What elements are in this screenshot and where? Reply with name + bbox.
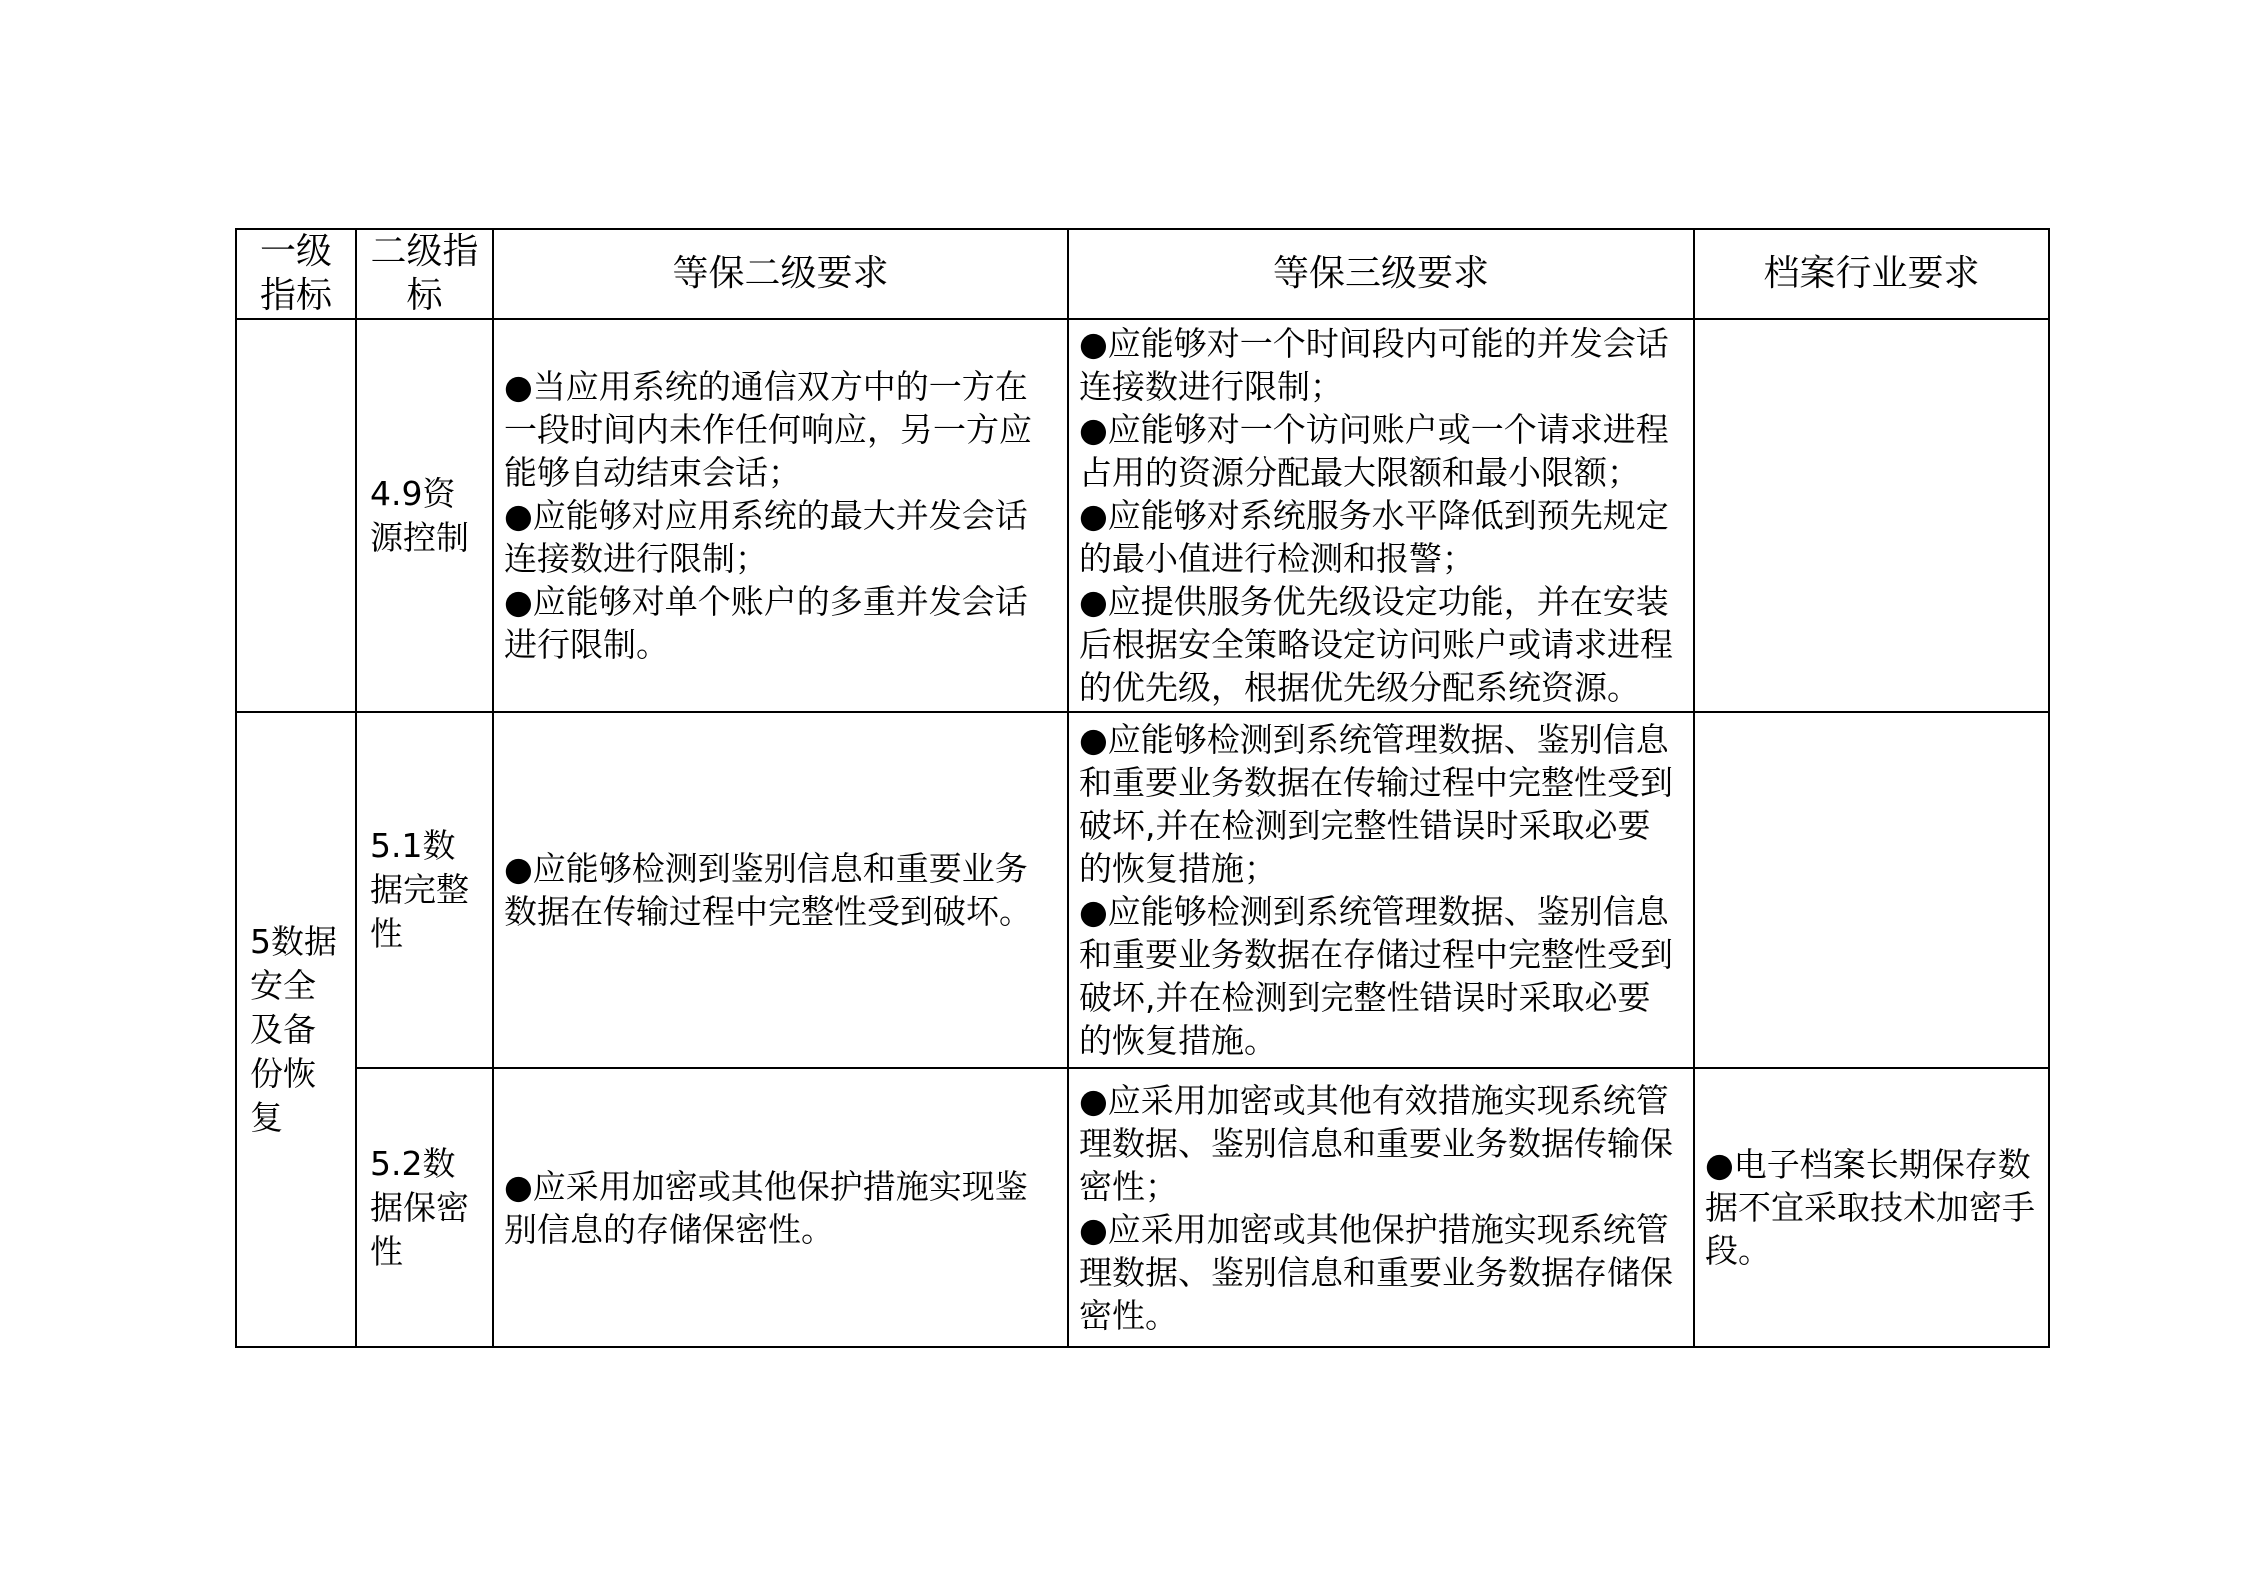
header-grade3-requirements: 等保三级要求 [1068, 229, 1694, 319]
requirement-bullet: ●应能够对应用系统的最大并发会话连接数进行限制； [504, 496, 1028, 578]
header-level2-indicator: 二级指标 [356, 229, 493, 319]
table-row-resource-control [236, 319, 2049, 712]
requirement-bullet: ●应提供服务优先级设定功能，并在安装后根据安全策略设定访问账户或请求进程的优先级，根据优先级分配系统资源。 [1079, 582, 1673, 707]
grade2-requirements-cell [493, 1068, 1068, 1347]
requirement-bullet: ●电子档案长期保存数据不宜采取技术加密手段。 [1705, 1145, 2035, 1270]
level1-cell-data-security: 5数据安全及备份恢复 [236, 712, 356, 1347]
grade3-requirements-cell [1068, 319, 1694, 712]
requirements-table [235, 228, 2050, 1348]
grade2-requirements-cell [493, 319, 1068, 712]
header-row [236, 229, 2049, 319]
level2-cell: 5.2数据保密性 [356, 1068, 493, 1347]
header-archive-industry-requirements: 档案行业要求 [1694, 229, 2049, 319]
requirement-bullet: ●应能够检测到系统管理数据、鉴别信息和重要业务数据在存储过程中完整性受到破坏,并在检测到完整性错误时采取必要的恢复措施。 [1079, 892, 1673, 1060]
requirement-bullet: ●应能够对单个账户的多重并发会话进行限制。 [504, 582, 1028, 664]
level1-cell-empty [236, 319, 356, 712]
archive-requirements-cell-empty [1694, 712, 2049, 1068]
requirement-bullet: ●应采用加密或其他有效措施实现系统管理数据、鉴别信息和重要业务数据传输保密性； [1079, 1080, 1673, 1206]
requirement-bullet: ●应能够检测到系统管理数据、鉴别信息和重要业务数据在传输过程中完整性受到破坏,并在检测到完整性错误时采取必要的恢复措施； [1079, 720, 1673, 888]
requirement-bullet: ●应能够对一个访问账户或一个请求进程占用的资源分配最大限额和最小限额； [1079, 410, 1669, 492]
requirement-bullet: ●当应用系统的通信双方中的一方在一段时间内未作任何响应，另一方应能够自动结束会话； [504, 367, 1032, 492]
archive-requirements-cell [1694, 1068, 2049, 1347]
requirement-bullet: ●应采用加密或其他保护措施实现鉴别信息的存储保密性。 [504, 1166, 1028, 1249]
archive-requirements-cell-empty [1694, 319, 2049, 712]
level2-cell: 5.1数据完整性 [356, 712, 493, 1068]
header-grade2-requirements: 等保二级要求 [493, 229, 1068, 319]
header-level1-indicator: 一级指标 [236, 229, 356, 319]
grade3-requirements-cell [1068, 1068, 1694, 1347]
table-row-data-integrity [236, 712, 2049, 1068]
grade3-requirements-cell [1068, 712, 1694, 1068]
table-row-data-confidentiality [236, 1068, 2049, 1347]
grade2-requirements-cell [493, 712, 1068, 1068]
level2-cell: 4.9资源控制 [356, 319, 493, 712]
requirement-bullet: ●应采用加密或其他保护措施实现系统管理数据、鉴别信息和重要业务数据存储保密性。 [1079, 1209, 1673, 1335]
requirement-bullet: ●应能够对系统服务水平降低到预先规定的最小值进行检测和报警； [1079, 496, 1669, 578]
requirement-bullet: ●应能够对一个时间段内可能的并发会话连接数进行限制； [1079, 324, 1669, 406]
requirement-bullet: ●应能够检测到鉴别信息和重要业务数据在传输过程中完整性受到破坏。 [504, 849, 1032, 931]
